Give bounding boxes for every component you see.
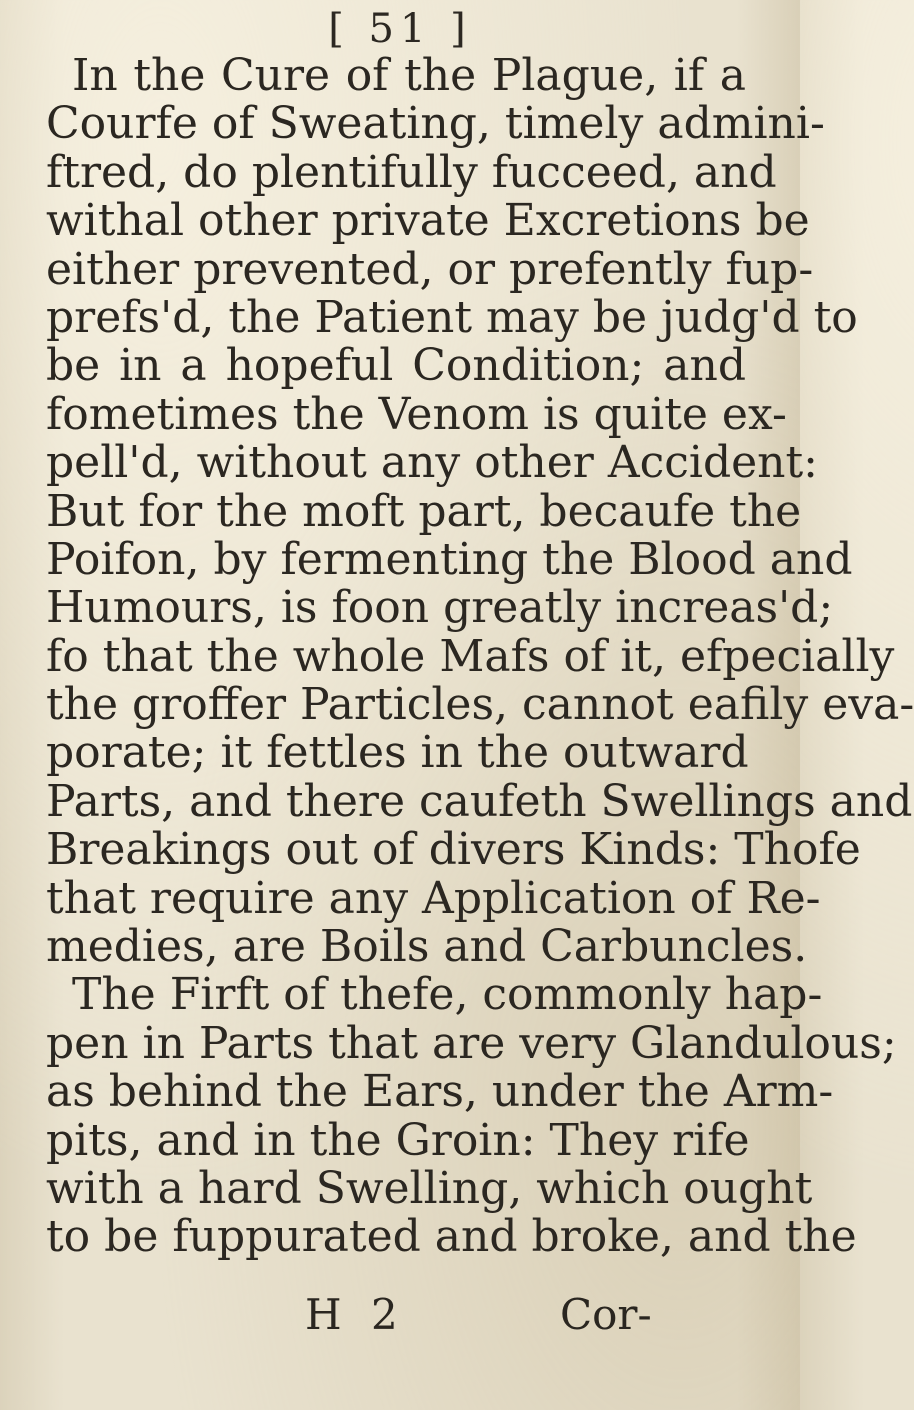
catchword: Cor- [560, 1290, 652, 1339]
text-line: as behind the Ears, under the Arm- [46, 1066, 834, 1118]
text-line: Parts, and there caufeth Swellings and [46, 775, 913, 827]
text-line: pen in Parts that are very Glandulous; [46, 1017, 897, 1069]
page-number: [ 51 ] [328, 6, 472, 52]
text-line: porate; it fettles in the outward [46, 727, 749, 779]
text-line: be in a hopeful Condition; and [46, 340, 746, 392]
text-line: Poifon, by fermenting the Blood and [46, 533, 853, 585]
text-line: fo that the whole Mafs of it, efpecially [46, 630, 895, 682]
text-line: medies, are Boils and Carbuncles. [46, 921, 808, 973]
text-line: But for the moft part, becaufe the [46, 485, 802, 537]
text-line: pits, and in the Groin: They rife [46, 1114, 750, 1166]
text-line: Humours, is foon greatly increas'd; [46, 582, 834, 634]
page-footer [0, 1290, 800, 1340]
text-line: to be fuppurated and broke, and the [46, 1211, 857, 1263]
text-line: with a hard Swelling, which ought [46, 1162, 813, 1214]
text-line: Breakings out of divers Kinds: Thofe [46, 824, 861, 876]
text-line: either prevented, or prefently fup- [46, 243, 814, 295]
body-text [46, 50, 914, 1263]
text-line: prefs'd, the Patient may be judg'd to [46, 291, 858, 343]
text-line: withal other private Excretions be [46, 195, 810, 247]
text-line: In the Cure of the Plague, if a [72, 50, 746, 101]
text-line: the groffer Particles, cannot eafily eva- [46, 679, 914, 731]
signature-mark: H 2 [305, 1290, 406, 1339]
text-line: The Firft of thefe, commonly hap- [72, 969, 823, 1021]
text-line: Courfe of Sweating, timely admini- [46, 98, 825, 150]
text-line: pell'd, without any other Accident: [46, 437, 818, 489]
text-line: that require any Application of Re- [46, 872, 821, 924]
text-line: fometimes the Venom is quite ex- [46, 388, 787, 440]
text-line: ftred, do plentifully fucceed, and [46, 146, 777, 198]
